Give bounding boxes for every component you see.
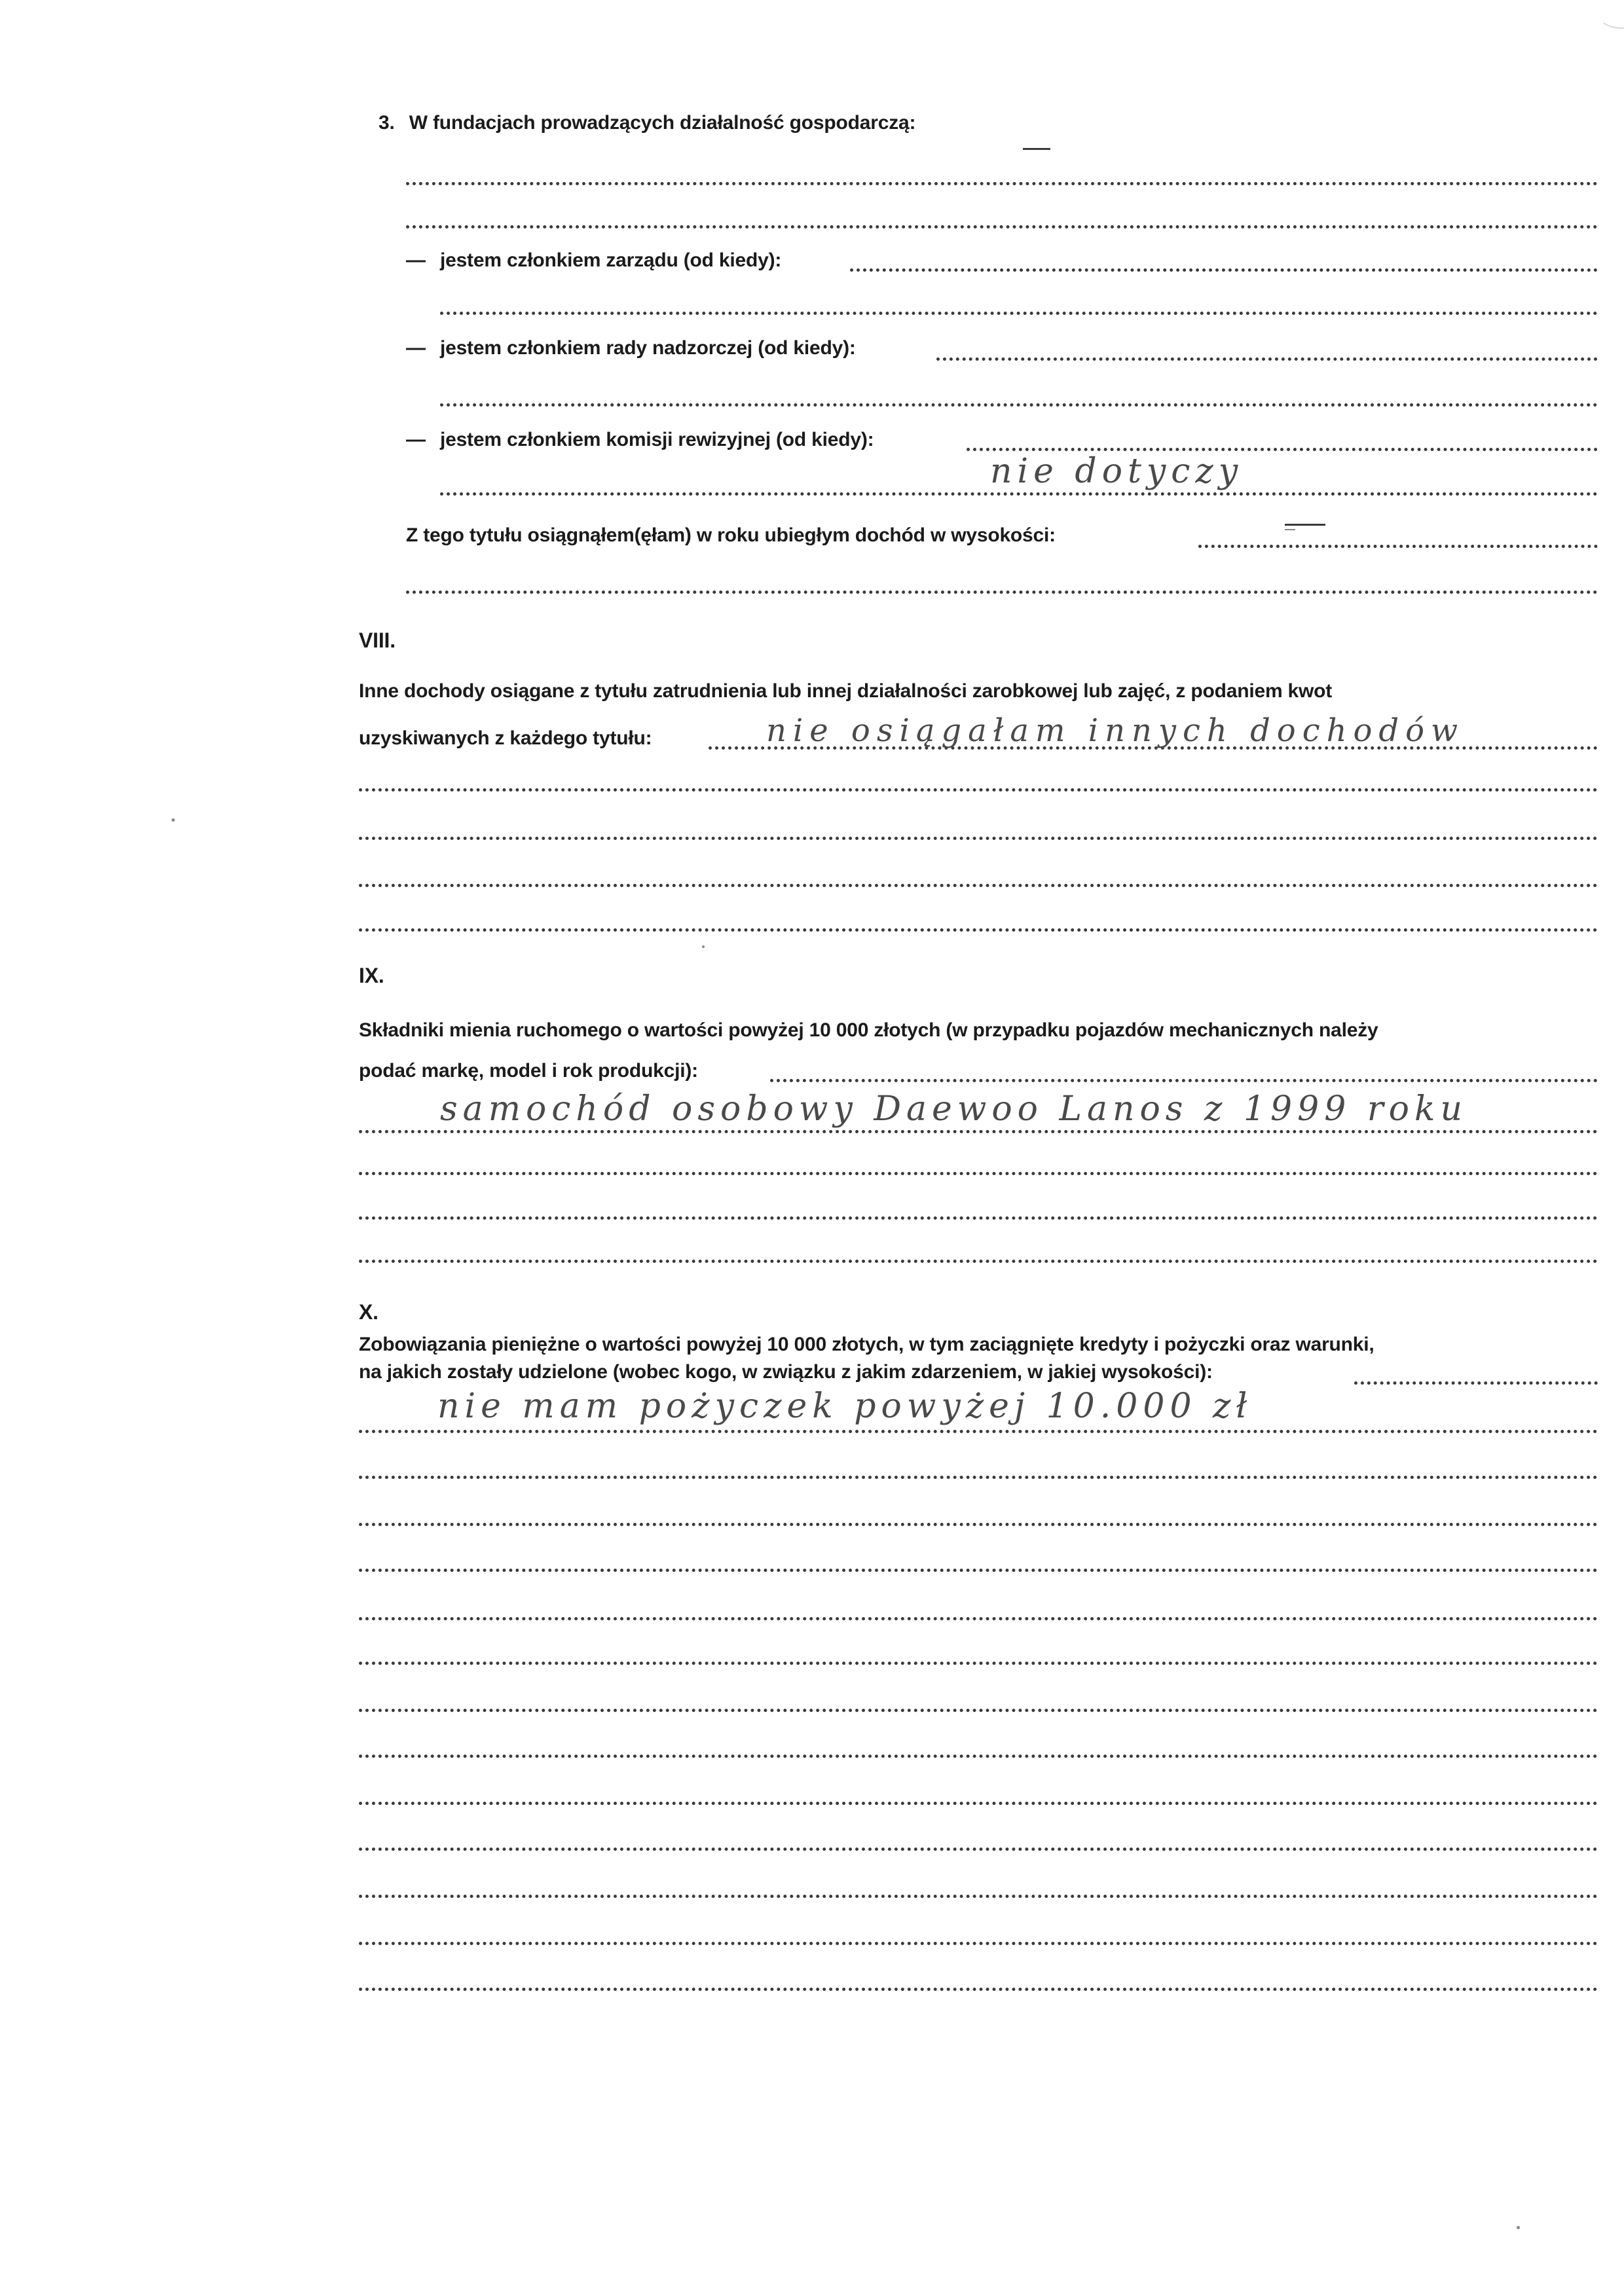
section-ix-text-line1: Składniki mienia ruchomego o wartości powyżej 10 000 złotych (w przypadku pojazdów mechanicznych należy	[359, 1019, 1378, 1041]
dotted-line	[359, 1172, 1598, 1175]
scan-speck	[702, 945, 705, 948]
dash-bullet: —	[406, 337, 426, 359]
supervisory-member-field[interactable]	[936, 357, 1598, 361]
income-field[interactable]	[1198, 545, 1598, 548]
board-member-label	[406, 247, 781, 274]
income-label: Z tego tytułu osiągnąłem(ęłam) w roku ubiegłym dochód w wysokości:	[406, 524, 1056, 546]
dotted-line	[359, 837, 1598, 840]
liabilities-field[interactable]	[1354, 1381, 1598, 1385]
section-viii-number: VIII.	[359, 629, 396, 652]
scan-speck	[1517, 2226, 1520, 2229]
dotted-line	[440, 312, 1598, 315]
section-x-text-line2: na jakich zostały udzielone (wobec kogo, w związku z jakim zdarzeniem, w jakiej wysokości):	[359, 1361, 1213, 1383]
dotted-line	[359, 1523, 1598, 1526]
dotted-line	[406, 182, 1598, 185]
handwritten-other-income: nie osiągałam innych dochodów	[766, 712, 1465, 749]
movable-property-field[interactable]	[770, 1079, 1598, 1082]
section-ix-number: IX.	[359, 964, 384, 987]
section-viii-text-line1: Inne dochody osiągane z tytułu zatrudnienia lub innej działalności zarobkowej lub zajęć, z podaniem kwot	[359, 680, 1333, 702]
dotted-line	[359, 884, 1598, 887]
handwritten-income-dash: —	[1285, 524, 1325, 526]
handwritten-movable-property: samochód osobowy Daewoo Lanos z 1999 roku	[440, 1089, 1467, 1129]
section-x-text-line1: Zobowiązania pieniężne o wartości powyżej 10 000 złotych, w tym zaciągnięte kredyty i pożyczki oraz warunki,	[359, 1334, 1375, 1355]
dotted-line	[359, 1260, 1598, 1263]
supervisory-member-text: jestem członkiem rady nadzorczej (od kiedy):	[439, 337, 856, 359]
dotted-line	[359, 1755, 1598, 1758]
audit-member-field[interactable]	[967, 448, 1598, 451]
board-member-field[interactable]	[850, 268, 1598, 272]
dotted-line	[359, 788, 1598, 792]
dotted-line	[359, 1617, 1598, 1620]
dotted-line	[359, 928, 1598, 932]
audit-member-label	[406, 427, 874, 453]
dotted-line	[359, 1848, 1598, 1851]
dotted-line	[359, 1216, 1598, 1220]
section-ix-text-line2: podać markę, model i rok produkcji):	[359, 1060, 698, 1082]
section-viii-text-line2: uzyskiwanych z każdego tytułu:	[359, 727, 652, 749]
dotted-line	[359, 1430, 1598, 1433]
scan-speck	[172, 818, 175, 822]
supervisory-member-label	[406, 335, 856, 361]
audit-member-text: jestem członkiem komisji rewizyjnej (od kiedy):	[439, 429, 874, 450]
handwritten-not-applicable: nie dotyczy	[990, 452, 1244, 491]
dotted-line	[359, 1802, 1598, 1805]
section-3-heading-text: W fundacjach prowadzących działalność gospodarczą:	[409, 112, 916, 134]
dotted-line	[359, 1988, 1598, 1991]
handwritten-dash	[1023, 148, 1050, 150]
dash-bullet: —	[406, 429, 426, 450]
dotted-line	[359, 1476, 1598, 1479]
handwritten-liabilities: nie mam pożyczek powyżej 10.000 zł	[437, 1387, 1253, 1426]
dotted-line	[359, 1709, 1598, 1712]
dotted-line	[406, 591, 1598, 594]
dotted-line	[359, 1569, 1598, 1572]
section-x-number: X.	[359, 1300, 378, 1324]
board-member-text: jestem członkiem zarządu (od kiedy):	[439, 249, 782, 271]
dotted-line	[440, 492, 1598, 496]
dotted-line	[440, 403, 1598, 407]
dotted-line	[406, 225, 1598, 228]
dotted-line	[359, 1662, 1598, 1665]
section-3-heading	[378, 110, 915, 136]
dotted-line	[359, 1895, 1598, 1898]
scan-artifact	[1587, 786, 1624, 860]
dotted-line	[359, 1942, 1598, 1945]
section-3-number: 3.	[378, 112, 395, 134]
dash-bullet: —	[406, 249, 426, 271]
dotted-line	[359, 1130, 1598, 1133]
scan-artifact	[1598, 0, 1624, 29]
